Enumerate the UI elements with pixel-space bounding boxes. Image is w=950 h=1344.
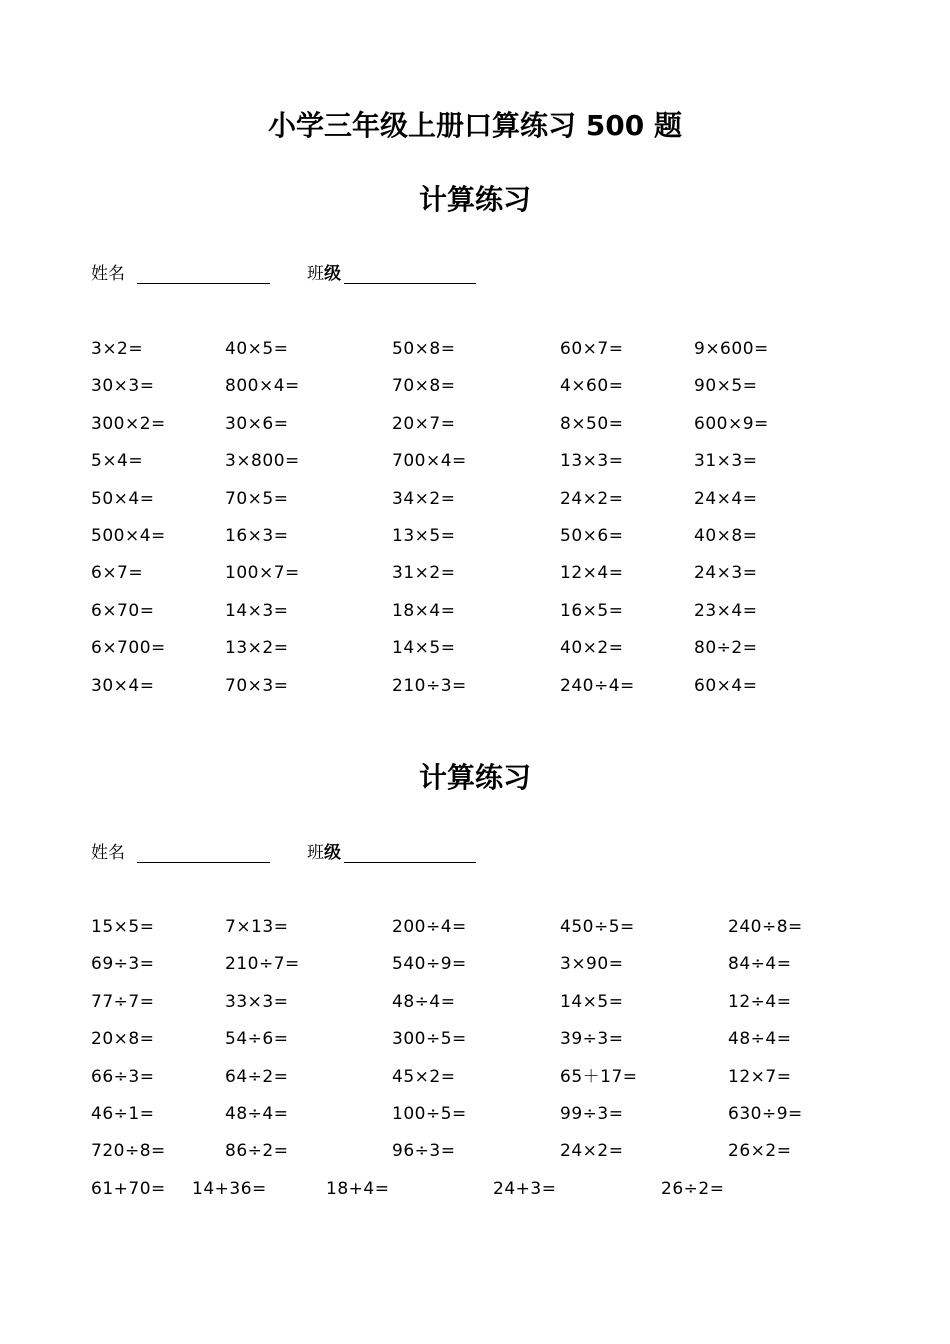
problem-item: 18×4= — [392, 600, 456, 621]
problem-item: 4×60= — [560, 376, 624, 397]
problem-item: 300×2= — [91, 413, 166, 434]
problem-item: 24×3= — [694, 563, 758, 584]
problem-item: 540÷9= — [392, 954, 467, 975]
problem-item: 48÷4= — [728, 1029, 792, 1050]
problem-item: 99÷3= — [560, 1104, 624, 1124]
problem-item: 30×4= — [91, 675, 155, 696]
problem-item: 24×4= — [694, 488, 758, 509]
problem-item: 12÷4= — [728, 991, 792, 1012]
problem-item: 66÷3= — [91, 1066, 155, 1087]
problem-item: 48÷4= — [225, 1104, 289, 1124]
problem-item: 64÷2= — [225, 1066, 289, 1087]
class-blank-line[interactable] — [344, 862, 476, 863]
problem-item: 61+70= — [91, 1178, 166, 1199]
name-blank-line[interactable] — [137, 283, 270, 284]
problem-item: 240÷4= — [560, 675, 635, 696]
problem-item: 12×7= — [728, 1066, 792, 1087]
class-label: 班级 — [307, 843, 341, 863]
problem-item: 48÷4= — [392, 991, 456, 1012]
problem-item: 15×5= — [91, 917, 155, 937]
problem-item: 40×8= — [694, 526, 758, 546]
problem-item: 26×2= — [728, 1141, 792, 1162]
problem-item: 6×7= — [91, 563, 144, 584]
problem-item: 23×4= — [694, 600, 758, 621]
problem-item: 40×5= — [225, 339, 289, 359]
problem-item: 60×7= — [560, 339, 624, 359]
problem-item: 630÷9= — [728, 1104, 803, 1124]
problem-item: 14×5= — [560, 991, 624, 1012]
problem-item: 24+3= — [493, 1178, 557, 1199]
problem-item: 60×4= — [694, 675, 758, 696]
problem-item: 100×7= — [225, 563, 300, 584]
problem-item: 90×5= — [694, 376, 758, 397]
problem-item: 100÷5= — [392, 1104, 467, 1124]
problem-item: 600×9= — [694, 413, 769, 434]
name-blank-line[interactable] — [137, 862, 270, 863]
problem-item: 14+36= — [192, 1178, 267, 1199]
problem-item: 39÷3= — [560, 1029, 624, 1050]
problem-item: 50×6= — [560, 526, 624, 546]
problem-item: 18+4= — [326, 1178, 390, 1199]
class-blank-line[interactable] — [344, 283, 476, 284]
problem-item: 30×6= — [225, 413, 289, 434]
problem-item: 45×2= — [392, 1066, 456, 1087]
problem-item: 240÷8= — [728, 917, 803, 937]
problem-item: 77÷7= — [91, 991, 155, 1012]
problem-item: 46÷1= — [91, 1104, 155, 1124]
problem-item: 800×4= — [225, 376, 300, 397]
problem-item: 70×8= — [392, 376, 456, 397]
problem-item: 24×2= — [560, 1141, 624, 1162]
problem-item: 210÷3= — [392, 675, 467, 696]
problem-item: 13×2= — [225, 638, 289, 659]
problem-item: 31×3= — [694, 451, 758, 472]
problem-item: 3×90= — [560, 954, 624, 975]
problem-item: 14×5= — [392, 638, 456, 659]
problem-item: 70×3= — [225, 675, 289, 696]
problem-item: 720÷8= — [91, 1141, 166, 1162]
problem-item: 16×3= — [225, 526, 289, 546]
problem-item: 80÷2= — [694, 638, 758, 659]
problem-item: 86÷2= — [225, 1141, 289, 1162]
problem-item: 12×4= — [560, 563, 624, 584]
problem-item: 500×4= — [91, 526, 166, 546]
problem-item: 200÷4= — [392, 917, 467, 937]
problem-item: 9×600= — [694, 339, 769, 359]
section-1-heading: 计算练习 — [418, 183, 531, 216]
problem-item: 8×50= — [560, 413, 624, 434]
problem-item: 450÷5= — [560, 917, 635, 937]
problem-item: 3×2= — [91, 339, 144, 359]
problem-item: 96÷3= — [392, 1141, 456, 1162]
problem-item: 84÷4= — [728, 954, 792, 975]
problem-item: 6×700= — [91, 638, 166, 659]
problem-item: 26÷2= — [661, 1178, 725, 1199]
problem-item: 24×2= — [560, 488, 624, 509]
problem-item: 65＋17= — [560, 1066, 638, 1087]
problem-item: 16×5= — [560, 600, 624, 621]
problem-item: 3×800= — [225, 451, 300, 472]
problem-item: 50×8= — [392, 339, 456, 359]
page-title: 小学三年级上册口算练习 500 题 — [268, 109, 682, 142]
problem-item: 70×5= — [225, 488, 289, 509]
problem-item: 50×4= — [91, 488, 155, 509]
problem-item: 54÷6= — [225, 1029, 289, 1050]
name-label: 姓名 — [91, 264, 125, 284]
section-2-heading: 计算练习 — [418, 761, 531, 794]
problem-item: 31×2= — [392, 563, 456, 584]
problem-item: 5×4= — [91, 451, 144, 472]
name-label: 姓名 — [91, 843, 125, 863]
problem-item: 20×8= — [91, 1029, 155, 1050]
problem-item: 14×3= — [225, 600, 289, 621]
problem-item: 13×5= — [392, 526, 456, 546]
class-label: 班级 — [307, 264, 341, 284]
problem-item: 13×3= — [560, 451, 624, 472]
problem-item: 34×2= — [392, 488, 456, 509]
problem-item: 7×13= — [225, 917, 289, 937]
problem-item: 33×3= — [225, 991, 289, 1012]
problem-item: 30×3= — [91, 376, 155, 397]
problem-item: 69÷3= — [91, 954, 155, 975]
problem-item: 6×70= — [91, 600, 155, 621]
problem-item: 40×2= — [560, 638, 624, 659]
problem-item: 20×7= — [392, 413, 456, 434]
problem-item: 300÷5= — [392, 1029, 467, 1050]
problem-item: 210÷7= — [225, 954, 300, 975]
problem-item: 700×4= — [392, 451, 467, 472]
